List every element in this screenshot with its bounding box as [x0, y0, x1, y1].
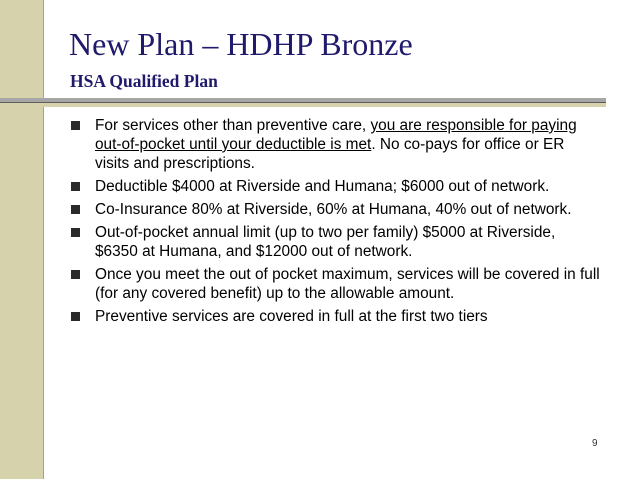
slide-title: New Plan – HDHP Bronze — [69, 26, 413, 62]
bullet-item — [70, 265, 600, 303]
title-divider-line — [0, 102, 606, 103]
square-bullet-icon — [71, 121, 80, 130]
bullet-text: Out-of-pocket annual limit (up to two per family) $5000 at Riverside, $6350 at Humana, and $12000 out of network. — [95, 224, 556, 260]
bullet-text: Once you meet the out of pocket maximum, services will be covered in full (for any covered benefit) up to the allowable amount. — [95, 266, 600, 302]
bullet-text-before: For services other than preventive care, — [95, 117, 371, 134]
bullet-text: Deductible $4000 at Riverside and Humana; $6000 out of network. — [95, 178, 550, 195]
bullet-item — [70, 116, 600, 173]
bullet-item — [70, 223, 600, 261]
square-bullet-icon — [71, 228, 80, 237]
square-bullet-icon — [71, 205, 80, 214]
slide-subtitle: HSA Qualified Plan — [70, 71, 218, 91]
bullet-item — [70, 200, 600, 219]
decorative-sidebar — [0, 0, 43, 479]
page-number: 9 — [592, 438, 598, 449]
bullet-text-underlined: you are responsible for paying out-of-pocket until your deductible is met — [95, 117, 577, 153]
square-bullet-icon — [71, 312, 80, 321]
title-divider-band — [0, 103, 606, 107]
bullet-list — [70, 116, 600, 330]
bullet-text: Co-Insurance 80% at Riverside, 60% at Humana, 40% out of network. — [95, 201, 572, 218]
sidebar-edge-line — [43, 0, 44, 479]
square-bullet-icon — [71, 270, 80, 279]
bullet-text: Preventive services are covered in full at the first two tiers — [95, 308, 488, 325]
bullet-item — [70, 177, 600, 196]
bullet-text-after: . No co-pays for office or ER visits and prescriptions. — [95, 136, 565, 172]
bullet-item — [70, 307, 600, 326]
square-bullet-icon — [71, 182, 80, 191]
